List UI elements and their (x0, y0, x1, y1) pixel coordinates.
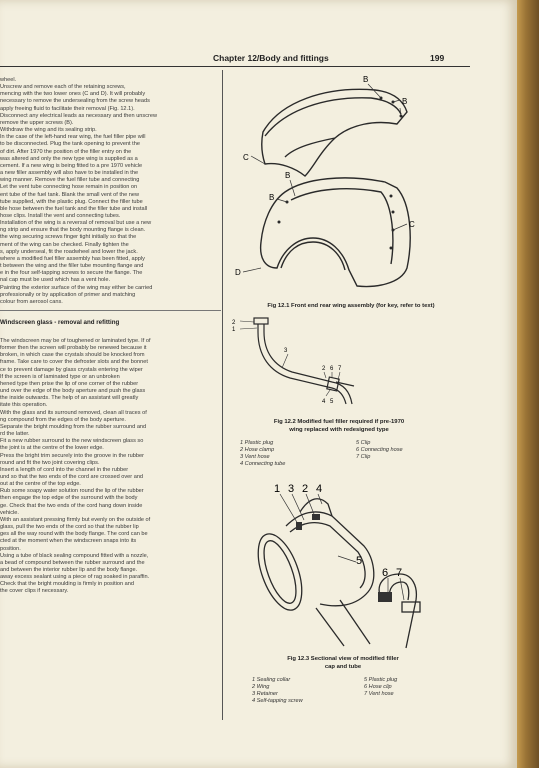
text-line: With an assistant pressing firmly but evenly on the outside of (0, 516, 151, 523)
fig-key-item: 1 Sealing collar (252, 677, 291, 683)
column-divider (222, 70, 223, 720)
text-line: colour from aerosol cans. (0, 298, 63, 305)
fig-key-item: 1 Plastic plug (240, 440, 274, 446)
text-line: ble hose between the fuel tank and the filler tube and install (0, 205, 148, 212)
fig-12-1-wing-drawing (225, 72, 435, 292)
fig2-num-7: 7 (338, 366, 342, 372)
fig2-num-2: 2 (322, 366, 326, 372)
text-line: the wing securing screws finger tight initially so that the (0, 234, 137, 241)
fig-key-item: 5 Clip (356, 440, 371, 446)
fig-12-2-key-right (356, 440, 403, 461)
fig1-label-d: D (235, 268, 241, 277)
text-line: then engage the top edge of the surround with the body (0, 495, 138, 502)
text-line: former then the screen will probably be renewed because it (0, 345, 147, 352)
fig-key-item: 4 Connecting tube (240, 461, 286, 467)
windscreen-section-title: Windscreen glass - removal and refitting (0, 319, 120, 326)
text-line: Rub some soapy water solution round the lip of the rubber (0, 488, 144, 495)
wing-removal-text (0, 77, 214, 306)
text-line: professionally or by application of primer and matching (0, 291, 136, 298)
fig-key-item: 3 Vent hose (240, 454, 270, 460)
fig1-label-c: C (243, 153, 249, 162)
windscreen-text (0, 338, 214, 596)
text-line: cement. If a new wing is being fitted to a pre 1970 vehicle (0, 162, 143, 169)
text-line: mencing with the two lower ones (C and D). It will probably (0, 91, 146, 98)
fig2-num-4: 4 (322, 399, 326, 405)
section-rule (0, 310, 221, 311)
fig-key-item: 6 Connecting hose (356, 447, 403, 453)
text-line: rd the latter. (0, 431, 30, 438)
fig-key-item: 7 Vent hose (364, 691, 394, 697)
fig2-num-1: 1 (232, 327, 236, 333)
text-line: position. (0, 545, 21, 552)
text-line: und over the edge of the body aperture and push the glass (0, 388, 146, 395)
page-number: 199 (430, 53, 445, 63)
fig2-num-3: 3 (284, 348, 288, 354)
text-line: cted at the moment when the windscreen snaps into its (0, 538, 137, 545)
fig-12-1-caption: Fig 12.1 Front end rear wing assembly (for key, refer to text) (267, 303, 435, 309)
text-line: e in the four self-tapping screws to secure the flange. The (0, 270, 143, 277)
text-line: vehicle. (0, 509, 19, 516)
fig-12-3-key-right (364, 677, 397, 698)
text-line: apply freeing fluid to facilitate their removal (Fig. 12.1). (0, 105, 135, 112)
fig3-num-1: 1 (274, 483, 281, 495)
text-line: In the case of the left-hand rear wing, the fuel filler pipe will (0, 134, 146, 141)
text-line: Insert a length of cord into the channel in the rubber (0, 466, 129, 473)
text-line: ce to prevent damage by glass crystals entering the wiper (0, 366, 143, 373)
fig1-label-b: B (269, 193, 275, 202)
text-line: Check that the bright moulding is firmly in position and (0, 581, 135, 588)
fig2-num-2: 2 (232, 320, 236, 326)
text-line: the cover clips if necessary. (0, 588, 69, 595)
text-line: itate this operation. (0, 402, 48, 409)
fig-12-3-caption-line2: cap and tube (324, 664, 362, 670)
text-line: away excess sealant using a piece of rag soaked in paraffin. (0, 574, 150, 581)
text-line: Painting the exterior surface of the wing may either be carried (0, 284, 153, 291)
text-line: Installation of the wing is a reversal of removal but use a new (0, 220, 152, 227)
fig2-num-5: 5 (330, 399, 334, 405)
text-line: If the screen is of laminated type or an unbroken (0, 373, 120, 380)
text-line: Fit a new rubber surround to the new windscreen glass so (0, 438, 144, 445)
text-line: ges all the way round with the body flange. The cord can be (0, 531, 148, 538)
fig-key-item: 2 Wing (252, 684, 270, 690)
text-line: a new filler assembly will also have to be installed in the (0, 170, 139, 177)
fig2-num-6: 6 (330, 366, 334, 372)
text-line: Separate the bright moulding from the rubber surround and (0, 423, 147, 430)
fig1-label-b: B (402, 97, 408, 106)
text-line: ng compound from the edges of the body aperture. (0, 416, 126, 423)
fig3-num-6: 6 (382, 567, 389, 579)
fig-12-3-sectional-drawing (240, 482, 450, 652)
fig3-num-5: 5 (356, 555, 363, 567)
fig-12-2-caption-line2: wing replaced with redesigned type (289, 427, 389, 433)
fig1-label-b: B (363, 75, 369, 84)
text-line: With the glass and its surround removed, clean all traces of (0, 409, 147, 416)
text-line: remove the upper screws (B). (0, 119, 74, 126)
text-line: Withdraw the wing and its sealing strip. (0, 127, 97, 134)
text-line: the inside outwards. The help of an assistant will greatly (0, 395, 139, 402)
text-line: ment of the wing can be checked. Finally tighten the (0, 241, 129, 248)
fig-key-item: 6 Hose clip (364, 684, 392, 690)
text-line: nal cap must be used which has a vent hole. (0, 277, 111, 284)
text-line: The windscreen may be of toughened or laminated type. If of (0, 338, 151, 344)
text-line: hose clips. Install the vent and connecting tubes. (0, 212, 121, 219)
fig-12-3-key-left (252, 677, 303, 705)
text-line: wing manner. Remove the fuel filler tube and connecting (0, 177, 140, 184)
fig1-label-c: C (409, 220, 415, 229)
fig-12-3-caption-line1: Fig 12.3 Sectional view of modified filler (287, 656, 399, 662)
fig-12-2-filler-drawing (228, 316, 378, 410)
fig-key-item: 3 Retainer (252, 691, 278, 697)
text-line: where a modified fuel filler assembly has been fitted, apply (0, 255, 145, 262)
text-line: Press the bright trim securely into the groove in the rubber (0, 452, 144, 459)
text-line: out at the centre of the top edge. (0, 481, 81, 488)
book-spine-edge (517, 0, 539, 768)
fig3-num-3: 3 (288, 483, 295, 495)
text-line: Using a tube of black sealing compound fitted with a nozzle, (0, 552, 149, 559)
fig3-num-4: 4 (316, 483, 323, 495)
fig3-num-7: 7 (396, 567, 403, 579)
text-line: wheel. (0, 77, 17, 83)
text-line: s, apply underseal, fit the roadwheel and lower the jack. (0, 248, 138, 255)
text-line: ent tube of the fuel tank. Blank the small vent of the new (0, 191, 139, 198)
fig-12-2-caption-line1: Fig 12.2 Modified fuel filler required if pre-1970 (273, 419, 405, 425)
text-line: a bead of compound between the rubber surround and the (0, 559, 145, 566)
text-line: ge. Check that the two ends of the cord hang down inside (0, 502, 143, 509)
text-line: Let the vent tube connecting hose remain in position on (0, 184, 138, 191)
text-line: glass, pull the two ends of the cord so that the rubber lip (0, 524, 139, 531)
text-line: to be disconnected. Plug the tank opening to prevent the (0, 141, 140, 148)
text-line: frame. Take care to cover the defroster slots and the bonnet (0, 359, 148, 366)
text-line: the joint is at the centre of the lower edge. (0, 445, 104, 452)
fig1-label-b: B (285, 171, 291, 180)
text-line: necessary to remove the undersealing from the screw heads (0, 98, 150, 105)
fig-key-item: 7 Clip (356, 454, 371, 460)
text-line: and between the interior rubber lip and the body flange. (0, 567, 138, 573)
text-line: und so that the two ends of the cord are crossed over and (0, 473, 144, 480)
text-line: round and fit the two joint covering clips. (0, 459, 100, 466)
text-line: t between the wing and the filler tube mounting flange and (0, 263, 144, 270)
fig-key-item: 5 Plastic plug (364, 677, 398, 683)
text-line: broken, in which case the crystals should be knocked from (0, 352, 145, 359)
fig-key-item: 4 Self-tapping screw (252, 698, 303, 704)
text-line: of dirt. After 1970 the position of the filler entry on the (0, 148, 132, 155)
fig-12-2-key-left (240, 440, 285, 468)
text-line: ng strip and ensure that the body mounting flange is clean. (0, 227, 146, 234)
text-line: was altered and only the new type wing is supplied as a (0, 155, 138, 162)
text-line: Unscrew and remove each of the retaining screws, (0, 84, 126, 91)
fig-key-item: 2 Hose clamp (240, 447, 275, 453)
chapter-title: Chapter 12/Body and fittings (213, 53, 329, 63)
text-line: hened type then prise the lip of one corner of the rubber (0, 380, 139, 387)
fig3-num-2: 2 (302, 483, 309, 495)
text-line: Disconnect any electrical leads as necessary and then unscrew (0, 112, 158, 119)
text-line: tube supplied, with the plastic plug. Connect the filler tube (0, 198, 143, 205)
header-rule (0, 66, 470, 67)
